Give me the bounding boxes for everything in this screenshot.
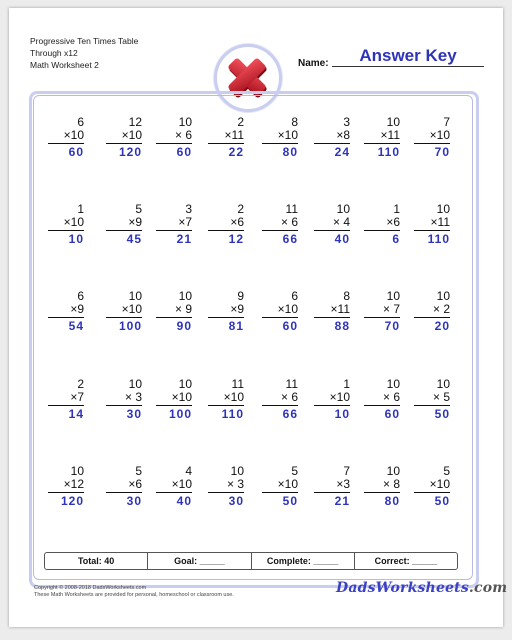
- multiplicand: 10: [436, 202, 450, 216]
- multiplicand: 7: [443, 115, 450, 129]
- worksheet-title: [30, 35, 138, 71]
- problem-item: [48, 116, 84, 160]
- problem-item: [106, 465, 142, 509]
- answer-rule: [208, 405, 244, 406]
- problem-item: [48, 203, 84, 247]
- answer-value: 110: [221, 407, 244, 421]
- multiplicand: 5: [135, 464, 142, 478]
- problem-item: [364, 378, 400, 422]
- answer-value: 60: [176, 145, 192, 159]
- multiplicand: 11: [231, 377, 244, 391]
- multiplier: × 8: [382, 477, 400, 491]
- answer-value: 30: [126, 494, 142, 508]
- multiplier: ×9: [128, 215, 142, 229]
- multiplicand: 10: [178, 377, 192, 391]
- multiplicand: 1: [343, 377, 350, 391]
- multiplier: ×3: [336, 477, 350, 491]
- answer-rule: [414, 230, 450, 231]
- answer-rule: [208, 492, 244, 493]
- problem-item: [208, 290, 244, 334]
- problem-item: [314, 378, 350, 422]
- answer-value: 40: [334, 232, 350, 246]
- multiplier: × 2: [432, 302, 450, 316]
- problem-item: [156, 465, 192, 509]
- multiplier: × 3: [226, 477, 244, 491]
- answer-rule: [262, 143, 298, 144]
- multiplier: ×10: [329, 390, 350, 404]
- multiplier: × 5: [432, 390, 450, 404]
- goal-cell: Goal: _____: [148, 553, 251, 569]
- answer-value: 60: [384, 407, 400, 421]
- multiplier: ×10: [429, 477, 450, 491]
- multiplier: ×10: [277, 128, 298, 142]
- multiplier: × 4: [332, 215, 350, 229]
- answer-rule: [208, 230, 244, 231]
- problem-item: [314, 203, 350, 247]
- answer-rule: [48, 405, 84, 406]
- answer-value: 88: [334, 319, 350, 333]
- answer-value: 70: [384, 319, 400, 333]
- multiplier: ×11: [380, 128, 400, 142]
- answer-rule: [314, 405, 350, 406]
- answer-rule: [314, 230, 350, 231]
- answer-value: 110: [377, 145, 400, 159]
- answer-rule: [364, 492, 400, 493]
- multiplicand: 7: [343, 464, 350, 478]
- multiplicand: 10: [178, 115, 192, 129]
- problem-item: [314, 290, 350, 334]
- answer-value: 40: [176, 494, 192, 508]
- answer-rule: [48, 317, 84, 318]
- answer-rule: [262, 405, 298, 406]
- multiplier: ×10: [171, 477, 192, 491]
- multiplicand: 8: [291, 115, 298, 129]
- answer-rule: [48, 492, 84, 493]
- answer-value: 21: [176, 232, 192, 246]
- problem-item: [156, 203, 192, 247]
- problem-item: [48, 290, 84, 334]
- problem-item: [414, 203, 450, 247]
- answer-key-label: Answer Key: [359, 46, 457, 65]
- multiplier: × 6: [280, 390, 298, 404]
- multiplicand: 10: [386, 377, 400, 391]
- multiplicand: 10: [128, 377, 142, 391]
- answer-rule: [106, 317, 142, 318]
- answer-value: 90: [176, 319, 192, 333]
- multiplier: ×11: [330, 302, 350, 316]
- multiplicand: 4: [185, 464, 192, 478]
- problem-item: [414, 290, 450, 334]
- multiplicand: 10: [386, 115, 400, 129]
- answer-value: 60: [282, 319, 298, 333]
- answer-rule: [48, 143, 84, 144]
- multiplier: × 6: [174, 128, 192, 142]
- answer-rule: [314, 317, 350, 318]
- answer-value: 10: [68, 232, 84, 246]
- multiplier: ×7: [70, 390, 84, 404]
- problem-item: [314, 116, 350, 160]
- dadsworksheets-logo[interactable]: [336, 580, 507, 596]
- answer-rule: [106, 405, 142, 406]
- multiplicand: 12: [128, 115, 142, 129]
- multiplicand: 10: [70, 464, 84, 478]
- multiplicand: 10: [230, 464, 244, 478]
- multiplicand: 10: [436, 377, 450, 391]
- answer-rule: [414, 492, 450, 493]
- answer-rule: [414, 317, 450, 318]
- answer-rule: [364, 230, 400, 231]
- answer-value: 80: [384, 494, 400, 508]
- problem-item: [156, 290, 192, 334]
- answer-value: 30: [228, 494, 244, 508]
- answer-value: 50: [434, 494, 450, 508]
- answer-rule: [106, 492, 142, 493]
- answer-value: 6: [392, 232, 400, 246]
- problem-item: [364, 290, 400, 334]
- multiplier: ×6: [230, 215, 244, 229]
- answer-value: 21: [334, 494, 350, 508]
- multiplicand: 2: [77, 377, 84, 391]
- problem-item: [106, 116, 142, 160]
- problems-frame-inner: [33, 95, 473, 580]
- logo-text: DadsWorksheets: [336, 580, 469, 596]
- answer-rule: [156, 230, 192, 231]
- multiplier: × 3: [124, 390, 142, 404]
- answer-value: 80: [282, 145, 298, 159]
- problem-item: [208, 116, 244, 160]
- answer-rule: [156, 492, 192, 493]
- answer-value: 120: [118, 145, 142, 159]
- answer-rule: [262, 492, 298, 493]
- multiplier: ×11: [430, 215, 450, 229]
- logo-suffix: .com: [468, 580, 508, 596]
- answer-value: 12: [228, 232, 244, 246]
- problem-item: [262, 378, 298, 422]
- answer-value: 60: [68, 145, 84, 159]
- score-bar: [44, 552, 458, 570]
- multiplier: ×10: [63, 128, 84, 142]
- problem-item: [414, 465, 450, 509]
- complete-cell: Complete: _____: [252, 553, 355, 569]
- multiplicand: 2: [237, 202, 244, 216]
- answer-value: 14: [68, 407, 84, 421]
- answer-value: 66: [282, 407, 298, 421]
- answer-rule: [156, 317, 192, 318]
- answer-rule: [364, 405, 400, 406]
- multiplier: ×8: [336, 128, 350, 142]
- problem-item: [106, 290, 142, 334]
- multiplicand: 11: [285, 202, 298, 216]
- answer-rule: [364, 317, 400, 318]
- multiplier: ×11: [224, 128, 244, 142]
- problem-item: [106, 378, 142, 422]
- multiplicand: 9: [237, 289, 244, 303]
- answer-rule: [364, 143, 400, 144]
- multiplicand: 10: [436, 289, 450, 303]
- answer-value: 20: [434, 319, 450, 333]
- problem-item: [364, 116, 400, 160]
- answer-rule: [414, 405, 450, 406]
- multiplicand: 3: [343, 115, 350, 129]
- multiplier: ×6: [386, 215, 400, 229]
- multiplier: ×10: [277, 302, 298, 316]
- multiplier: ×10: [171, 390, 192, 404]
- multiplier: ×9: [70, 302, 84, 316]
- problem-item: [106, 203, 142, 247]
- answer-rule: [208, 143, 244, 144]
- answer-value: 120: [60, 494, 84, 508]
- multiplier: ×10: [277, 477, 298, 491]
- multiplier: ×10: [121, 128, 142, 142]
- answer-value: 100: [118, 319, 142, 333]
- multiplicand: 10: [386, 289, 400, 303]
- problem-item: [262, 290, 298, 334]
- multiplier: ×10: [121, 302, 142, 316]
- multiplicand: 3: [185, 202, 192, 216]
- problem-item: [262, 465, 298, 509]
- multiplicand: 1: [393, 202, 400, 216]
- problem-item: [364, 203, 400, 247]
- multiplicand: 10: [128, 289, 142, 303]
- multiplicand: 6: [77, 115, 84, 129]
- answer-value: 50: [434, 407, 450, 421]
- problem-item: [156, 378, 192, 422]
- multiplicand: 1: [77, 202, 84, 216]
- name-label: Name:: [298, 58, 329, 69]
- problem-item: [262, 116, 298, 160]
- multiplicand: 2: [237, 115, 244, 129]
- problem-item: [262, 203, 298, 247]
- title-line: Through x12: [30, 48, 78, 58]
- answer-rule: [48, 230, 84, 231]
- answer-rule: [156, 405, 192, 406]
- answer-value: 22: [228, 145, 244, 159]
- problem-item: [414, 116, 450, 160]
- multiplicand: 6: [77, 289, 84, 303]
- copyright-note: [34, 585, 234, 599]
- answer-rule: [262, 230, 298, 231]
- answer-value: 24: [334, 145, 350, 159]
- answer-value: 50: [282, 494, 298, 508]
- multiplier: ×6: [128, 477, 142, 491]
- multiplier: ×10: [223, 390, 244, 404]
- answer-value: 30: [126, 407, 142, 421]
- multiplicand: 5: [135, 202, 142, 216]
- answer-rule: [156, 143, 192, 144]
- answer-rule: [314, 492, 350, 493]
- name-line: [332, 66, 484, 67]
- multiplicand: 11: [285, 377, 298, 391]
- answer-rule: [208, 317, 244, 318]
- multiplier: ×9: [230, 302, 244, 316]
- answer-rule: [106, 143, 142, 144]
- answer-rule: [414, 143, 450, 144]
- total-cell: Total: 40: [45, 553, 148, 569]
- multiplier: ×10: [429, 128, 450, 142]
- multiplier: ×10: [63, 215, 84, 229]
- problem-item: [208, 203, 244, 247]
- title-line: Progressive Ten Times Table: [30, 36, 139, 46]
- copyright-line: Copyright © 2008-2018 DadsWorksheets.com: [34, 585, 147, 591]
- problem-item: [48, 378, 84, 422]
- answer-rule: [106, 230, 142, 231]
- answer-rule: [262, 317, 298, 318]
- answer-value: 70: [434, 145, 450, 159]
- answer-rule: [314, 143, 350, 144]
- answer-value: 54: [68, 319, 84, 333]
- multiplier: × 6: [280, 215, 298, 229]
- problem-item: [208, 465, 244, 509]
- answer-value: 10: [334, 407, 350, 421]
- multiplicand: 5: [291, 464, 298, 478]
- correct-cell: Correct: _____: [374, 556, 438, 566]
- answer-value: 110: [427, 232, 450, 246]
- multiplicand: 8: [343, 289, 350, 303]
- answer-value: 81: [228, 319, 244, 333]
- multiplier: × 9: [174, 302, 192, 316]
- multiplicand: 10: [336, 202, 350, 216]
- multiplier: × 6: [382, 390, 400, 404]
- answer-value: 66: [282, 232, 298, 246]
- multiplier: ×7: [178, 215, 192, 229]
- multiplicand: 5: [443, 464, 450, 478]
- multiplicand: 6: [291, 289, 298, 303]
- problem-item: [364, 465, 400, 509]
- answer-value: 100: [168, 407, 192, 421]
- problem-item: [48, 465, 84, 509]
- multiplicand: 10: [178, 289, 192, 303]
- multiplier: × 7: [382, 302, 400, 316]
- multiplicand: 10: [386, 464, 400, 478]
- answer-value: 45: [126, 232, 142, 246]
- problem-item: [156, 116, 192, 160]
- problem-item: [208, 378, 244, 422]
- problem-item: [314, 465, 350, 509]
- title-line: Math Worksheet 2: [30, 60, 99, 70]
- usage-line: These Math Worksheets are provided for personal, homeschool or classroom use.: [34, 592, 234, 598]
- multiplier: ×12: [63, 477, 84, 491]
- problem-item: [414, 378, 450, 422]
